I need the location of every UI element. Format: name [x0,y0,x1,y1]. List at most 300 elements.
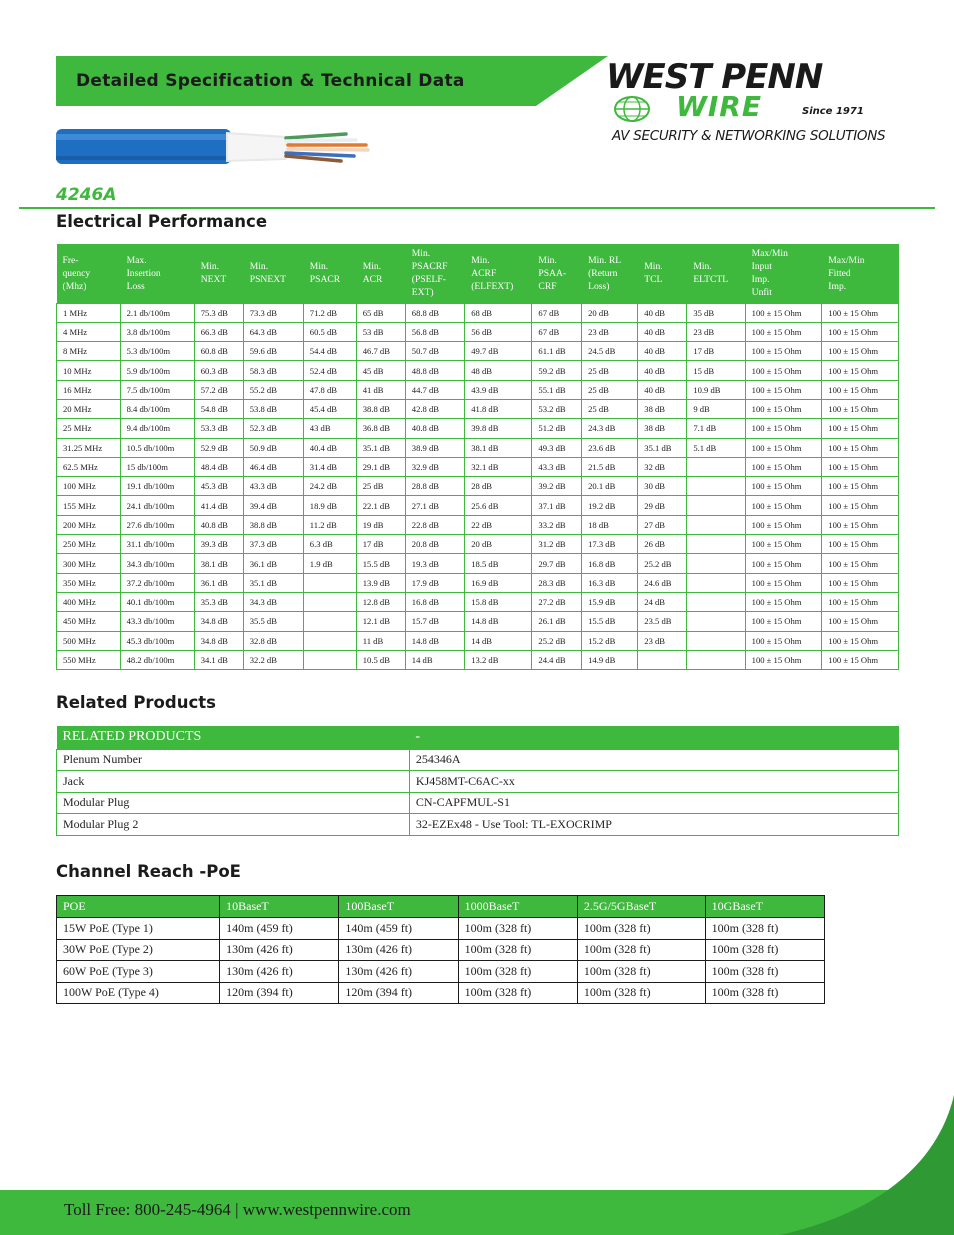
table-cell: 25 dB [582,380,638,399]
table-cell: 100 ± 15 Ohm [745,438,822,457]
table-cell: 100 ± 15 Ohm [822,650,899,669]
table-cell: 15.8 dB [465,592,532,611]
table-cell: 100m (328 ft) [458,982,577,1004]
table-cell: 39.4 dB [243,496,303,515]
table-cell: 29.1 dB [356,457,405,476]
table-cell: 14.9 dB [582,650,638,669]
table-cell: 120m (394 ft) [220,982,339,1004]
table-cell: 400 MHz [57,592,121,611]
table-cell: 35.1 dB [638,438,687,457]
table-row [57,438,899,457]
table-cell: 19.1 db/100m [120,477,194,496]
table-cell: 21.5 dB [582,457,638,476]
table-cell: 100 ± 15 Ohm [822,342,899,361]
related-header-cell: - [409,726,898,749]
table-cell: 100 ± 15 Ohm [745,612,822,631]
table-cell: 37.1 dB [532,496,582,515]
electrical-header-cell: Max/Min Input Imp. Unfit [745,244,822,303]
table-cell: 14.8 dB [405,631,464,650]
table-cell [687,554,745,573]
table-cell: 52.4 dB [303,361,356,380]
table-cell: 38.1 dB [465,438,532,457]
table-cell: 36.1 dB [243,554,303,573]
table-cell: 37.2 db/100m [120,573,194,592]
electrical-header-cell: Min. ACRF (ELFEXT) [465,244,532,303]
table-cell: Plenum Number [57,749,410,771]
table-cell: 51.2 dB [532,419,582,438]
table-cell: 56.8 dB [405,322,464,341]
table-cell: 140m (459 ft) [339,918,458,940]
company-logo [606,58,896,150]
table-cell: 40.4 dB [303,438,356,457]
table-cell: 100 ± 15 Ohm [822,535,899,554]
table-cell: 43.3 db/100m [120,612,194,631]
reach-header-cell: 1000BaseT [458,896,577,918]
electrical-header-cell: Fre- quency (Mhz) [57,244,121,303]
table-cell: 64.3 dB [243,322,303,341]
table-cell: 43.3 dB [532,457,582,476]
table-cell: 18.9 dB [303,496,356,515]
electrical-header-cell: Min. PSNEXT [243,244,303,303]
table-cell: 16.8 dB [582,554,638,573]
table-cell: 24.1 db/100m [120,496,194,515]
table-cell: 25.2 dB [638,554,687,573]
electrical-performance-title: Electrical Performance [56,212,268,231]
table-cell: 34.1 dB [194,650,243,669]
table-cell: 41.8 dB [465,399,532,418]
table-cell: 58.3 dB [243,361,303,380]
table-row [57,477,899,496]
table-cell: 100 ± 15 Ohm [822,380,899,399]
table-cell: 29 dB [638,496,687,515]
table-cell: 37.3 dB [243,535,303,554]
table-cell: 100 ± 15 Ohm [822,496,899,515]
table-cell: 41 dB [356,380,405,399]
table-cell: 24.5 dB [582,342,638,361]
table-cell: KJ458MT-C6AC-xx [409,771,898,793]
logo-tagline: AV SECURITY & NETWORKING SOLUTIONS [612,128,886,144]
table-cell: 53.3 dB [194,419,243,438]
table-cell: 16.8 dB [405,592,464,611]
table-cell: 43.3 dB [243,477,303,496]
table-row [57,771,899,793]
table-cell: 10.9 dB [687,380,745,399]
table-cell: 15.7 dB [405,612,464,631]
table-cell: 100 ± 15 Ohm [822,438,899,457]
related-products-table [56,726,899,836]
table-cell: 54.4 dB [303,342,356,361]
table-cell: 100 ± 15 Ohm [745,650,822,669]
table-cell: 48.2 db/100m [120,650,194,669]
table-cell: 100 ± 15 Ohm [822,322,899,341]
table-cell: 100 ± 15 Ohm [822,477,899,496]
table-cell: 24.6 dB [638,573,687,592]
table-cell: 100 ± 15 Ohm [745,554,822,573]
table-cell: 11.2 dB [303,515,356,534]
table-cell: 15.5 dB [356,554,405,573]
table-row [57,419,899,438]
table-cell: 60W PoE (Type 3) [57,961,220,983]
table-cell: 73.3 dB [243,303,303,322]
table-cell: 300 MHz [57,554,121,573]
table-cell: 20 dB [465,535,532,554]
table-cell: 10 MHz [57,361,121,380]
table-cell: 22.8 dB [405,515,464,534]
table-row [57,749,899,771]
table-cell: 100m (328 ft) [705,918,824,940]
table-cell: 120m (394 ft) [339,982,458,1004]
table-cell: 35.5 dB [243,612,303,631]
table-cell: 16.3 dB [582,573,638,592]
reach-header-cell: 10BaseT [220,896,339,918]
table-cell: 100 ± 15 Ohm [745,322,822,341]
table-cell: 26.1 dB [532,612,582,631]
table-cell: 16 MHz [57,380,121,399]
table-cell: 100m (328 ft) [705,982,824,1004]
table-cell: 100 ± 15 Ohm [745,303,822,322]
table-cell: 59.2 dB [532,361,582,380]
table-cell: 23 dB [582,322,638,341]
electrical-header-cell: Min. TCL [638,244,687,303]
table-cell: 100m (328 ft) [705,961,824,983]
table-cell: 32.9 dB [405,457,464,476]
table-row [57,982,825,1004]
table-cell: 15 db/100m [120,457,194,476]
table-cell: 17.9 dB [405,573,464,592]
table-cell: 28.8 dB [405,477,464,496]
logo-since-text: Since 1971 [802,106,864,117]
reach-header-row [57,896,825,918]
table-cell: 49.7 dB [465,342,532,361]
table-cell: 140m (459 ft) [220,918,339,940]
table-cell: 100m (328 ft) [577,939,705,961]
table-cell: 40 dB [638,342,687,361]
table-cell: 18.5 dB [465,554,532,573]
electrical-table [56,244,899,670]
related-products-title: Related Products [56,693,216,712]
table-cell: 13.2 dB [465,650,532,669]
table-cell [687,457,745,476]
table-cell: 38 dB [638,399,687,418]
table-cell: 40.1 db/100m [120,592,194,611]
table-cell: 34.3 dB [243,592,303,611]
table-cell: 100 ± 15 Ohm [745,361,822,380]
table-cell: 130m (426 ft) [339,939,458,961]
divider [19,207,935,209]
table-cell: 100 ± 15 Ohm [822,573,899,592]
table-cell: 27 dB [638,515,687,534]
table-cell: 100 ± 15 Ohm [822,612,899,631]
table-cell: 100 ± 15 Ohm [745,457,822,476]
table-cell: 100 ± 15 Ohm [745,342,822,361]
table-cell: 100m (328 ft) [705,939,824,961]
table-cell: 14 dB [405,650,464,669]
table-cell: 47.8 dB [303,380,356,399]
table-cell: 65 dB [356,303,405,322]
table-cell: 23 dB [638,631,687,650]
table-cell: 5.3 db/100m [120,342,194,361]
table-row [57,814,899,836]
table-cell: CN-CAPFMUL-S1 [409,792,898,814]
table-row [57,961,825,983]
electrical-header-cell: Min. ELTCTL [687,244,745,303]
table-cell: 57.2 dB [194,380,243,399]
table-cell: 8 MHz [57,342,121,361]
table-cell: 50.7 dB [405,342,464,361]
table-cell: 25.2 dB [532,631,582,650]
table-cell: 48 dB [465,361,532,380]
channel-reach-title: Channel Reach -PoE [56,862,241,881]
table-cell: 25 MHz [57,419,121,438]
table-cell: 3.8 db/100m [120,322,194,341]
table-cell: 19.2 dB [582,496,638,515]
table-cell: 68.8 dB [405,303,464,322]
table-cell: 62.5 MHz [57,457,121,476]
electrical-header-cell: Min. PSACR [303,244,356,303]
table-cell: 19.3 dB [405,554,464,573]
table-cell: 31.4 dB [303,457,356,476]
table-cell: 11 dB [356,631,405,650]
table-cell: 45 dB [356,361,405,380]
table-cell: 38.9 dB [405,438,464,457]
table-cell: 54.8 dB [194,399,243,418]
electrical-header-cell: Min. PSACRF (PSELF- EXT) [405,244,464,303]
table-cell: 24.3 dB [582,419,638,438]
table-cell: 40 dB [638,380,687,399]
table-cell: 5.1 dB [687,438,745,457]
table-cell: 100 ± 15 Ohm [822,361,899,380]
table-cell: 25.6 dB [465,496,532,515]
table-cell: 75.3 dB [194,303,243,322]
table-cell: Jack [57,771,410,793]
electrical-header-row [57,244,899,303]
table-cell: 7.5 db/100m [120,380,194,399]
table-cell: 22.1 dB [356,496,405,515]
table-cell: 100 ± 15 Ohm [745,631,822,650]
table-cell: 100 ± 15 Ohm [745,380,822,399]
table-cell: 36.8 dB [356,419,405,438]
table-cell: Modular Plug 2 [57,814,410,836]
table-cell: 100m (328 ft) [458,961,577,983]
table-cell: 155 MHz [57,496,121,515]
table-cell: 43 dB [303,419,356,438]
table-cell: 40 dB [638,361,687,380]
table-cell: 100 ± 15 Ohm [822,457,899,476]
table-cell: 48.8 dB [405,361,464,380]
electrical-header-cell: Max/Min Fitted Imp. [822,244,899,303]
table-cell: 4 MHz [57,322,121,341]
table-cell: 24.2 dB [303,477,356,496]
table-cell: 39.2 dB [532,477,582,496]
table-cell: 5.9 db/100m [120,361,194,380]
table-cell: 55.2 dB [243,380,303,399]
reach-header-cell: 2.5G/5GBaseT [577,896,705,918]
table-cell: 12.1 dB [356,612,405,631]
table-cell: 6.3 dB [303,535,356,554]
table-cell: 1.9 dB [303,554,356,573]
electrical-header-cell: Min. RL (Return Loss) [582,244,638,303]
table-cell: 23.5 dB [638,612,687,631]
electrical-header-cell: Max. Insertion Loss [120,244,194,303]
table-cell: 48.4 dB [194,457,243,476]
table-cell [687,535,745,554]
table-cell: 100m (328 ft) [577,918,705,940]
table-cell: 10.5 db/100m [120,438,194,457]
table-cell: 15.5 dB [582,612,638,631]
corner-swoosh [780,1095,954,1235]
table-cell: 100 ± 15 Ohm [745,592,822,611]
table-cell [687,612,745,631]
globe-icon [612,94,652,124]
table-cell: 38.8 dB [243,515,303,534]
table-cell: 50.9 dB [243,438,303,457]
table-cell: 26 dB [638,535,687,554]
table-cell: 450 MHz [57,612,121,631]
table-cell: 30 dB [638,477,687,496]
table-cell: 100m (328 ft) [577,961,705,983]
table-cell: 100 MHz [57,477,121,496]
table-cell: 34.3 db/100m [120,554,194,573]
table-cell: 100 ± 15 Ohm [822,399,899,418]
table-cell: 24.4 dB [532,650,582,669]
table-cell: 14 dB [465,631,532,650]
table-cell: 100 ± 15 Ohm [745,419,822,438]
table-cell: 53.8 dB [243,399,303,418]
table-cell: 60.5 dB [303,322,356,341]
table-cell [687,496,745,515]
table-cell: 100 ± 15 Ohm [822,592,899,611]
table-cell: 25 dB [582,399,638,418]
table-cell: 45.4 dB [303,399,356,418]
table-cell: 20 dB [582,303,638,322]
table-cell: 42.8 dB [405,399,464,418]
table-cell: 17 dB [356,535,405,554]
table-cell: 45.3 dB [194,477,243,496]
table-cell [687,477,745,496]
table-cell: 23 dB [687,322,745,341]
table-cell: 19 dB [356,515,405,534]
table-cell: 27.1 dB [405,496,464,515]
table-row [57,939,825,961]
table-cell: 59.6 dB [243,342,303,361]
table-cell: 35.1 dB [243,573,303,592]
table-cell: 32.2 dB [243,650,303,669]
table-cell: 67 dB [532,303,582,322]
table-cell: 130m (426 ft) [220,939,339,961]
table-cell: 44.7 dB [405,380,464,399]
table-cell: 49.3 dB [532,438,582,457]
table-cell: 34.8 dB [194,631,243,650]
table-cell: 55.1 dB [532,380,582,399]
table-cell [303,631,356,650]
table-cell [687,650,745,669]
table-cell: 100 ± 15 Ohm [745,573,822,592]
table-row [57,515,899,534]
electrical-header-cell: Min. ACR [356,244,405,303]
table-cell: 17.3 dB [582,535,638,554]
table-cell: 39.3 dB [194,535,243,554]
table-cell: 22 dB [465,515,532,534]
table-cell [638,650,687,669]
footer-contact: Toll Free: 800-245-4964 | www.westpennwire.com [64,1200,411,1219]
table-cell: 100 ± 15 Ohm [822,554,899,573]
cable-image [56,126,376,168]
table-row [57,399,899,418]
table-cell: 52.3 dB [243,419,303,438]
table-cell: 52.9 dB [194,438,243,457]
table-cell: 30W PoE (Type 2) [57,939,220,961]
table-cell: 2.1 db/100m [120,303,194,322]
table-cell: 250 MHz [57,535,121,554]
table-cell: 40.8 dB [194,515,243,534]
table-row [57,650,899,669]
table-cell [303,650,356,669]
table-cell: 100 ± 15 Ohm [745,515,822,534]
table-cell [687,573,745,592]
table-cell: 17 dB [687,342,745,361]
table-cell: 66.3 dB [194,322,243,341]
reach-header-cell: 10GBaseT [705,896,824,918]
table-cell: 38 dB [638,419,687,438]
table-cell: 32-EZEx48 - Use Tool: TL-EXOCRIMP [409,814,898,836]
table-cell: 31.25 MHz [57,438,121,457]
electrical-header-cell: Min. NEXT [194,244,243,303]
table-cell: 15.2 dB [582,631,638,650]
table-cell: 31.2 dB [532,535,582,554]
table-cell: 38.8 dB [356,399,405,418]
table-cell: 20.8 dB [405,535,464,554]
table-cell: 35 dB [687,303,745,322]
page-title: Detailed Specification & Technical Data [76,71,465,91]
table-cell: 254346A [409,749,898,771]
table-cell: 100 ± 15 Ohm [745,535,822,554]
related-header-cell: RELATED PRODUCTS [57,726,410,749]
table-cell: 130m (426 ft) [220,961,339,983]
table-cell: 100 ± 15 Ohm [745,399,822,418]
table-cell: 350 MHz [57,573,121,592]
table-cell: 29.7 dB [532,554,582,573]
table-cell: 35.3 dB [194,592,243,611]
table-cell: 18 dB [582,515,638,534]
logo-wire-text: WIRE [676,90,762,123]
table-cell: 15 dB [687,361,745,380]
table-cell: 100W PoE (Type 4) [57,982,220,1004]
table-row [57,592,899,611]
table-cell: 32.1 dB [465,457,532,476]
table-cell: 23.6 dB [582,438,638,457]
table-cell [687,515,745,534]
table-cell: 9.4 db/100m [120,419,194,438]
table-row [57,918,825,940]
table-cell [303,612,356,631]
table-cell: 7.1 dB [687,419,745,438]
table-cell: 100 ± 15 Ohm [822,419,899,438]
table-cell: 36.1 dB [194,573,243,592]
table-cell: 16.9 dB [465,573,532,592]
reach-header-cell: POE [57,896,220,918]
table-cell: 41.4 dB [194,496,243,515]
table-cell: 71.2 dB [303,303,356,322]
table-cell: 9 dB [687,399,745,418]
table-cell: 100 ± 15 Ohm [745,496,822,515]
table-cell: 43.9 dB [465,380,532,399]
table-cell: 33.2 dB [532,515,582,534]
table-cell: 60.8 dB [194,342,243,361]
table-row [57,792,899,814]
table-cell: 40.8 dB [405,419,464,438]
table-row [57,457,899,476]
table-cell: 130m (426 ft) [339,961,458,983]
